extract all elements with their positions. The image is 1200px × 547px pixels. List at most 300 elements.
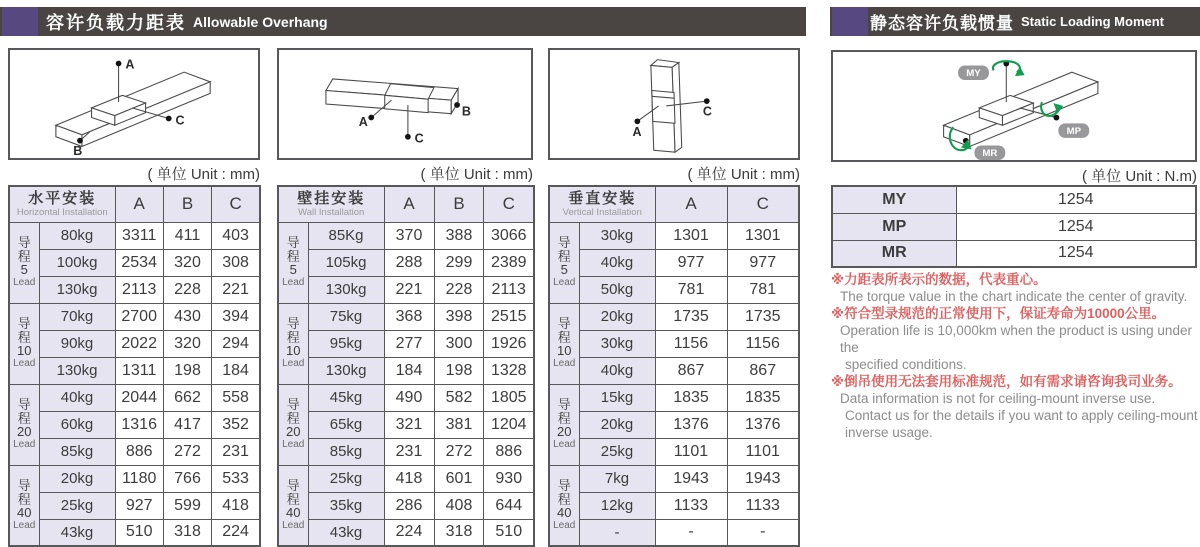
value-cell: 286 [384,492,434,519]
load-cell: 40kg [39,384,115,411]
lead-en: Lead [553,357,576,369]
value-cell: 418 [384,465,434,492]
point-a-dot [368,115,374,121]
section-title [870,7,1164,36]
lead-en: Lead [282,519,305,531]
point-b-dot [77,138,83,144]
table-row [549,222,799,249]
lead-char: 导 [286,478,300,493]
point-b-label: B [73,144,83,158]
moment-label-mr: MR [832,240,956,267]
section-title-zh: 容许负载力距表 [46,12,186,33]
value-cell: 418 [212,492,260,519]
load-cell: 65kg [308,411,384,438]
table-row [549,492,799,519]
table-title-en: Vertical Installation [562,207,642,219]
value-cell: 644 [484,492,534,519]
value-cell: 394 [212,303,260,330]
section-title-zh: 静态容许负载惯量 [870,14,1014,33]
value-cell: 321 [384,411,434,438]
lead-number: 20 [286,424,301,440]
moment-value: 1254 [956,240,1196,267]
value-cell: 184 [212,357,260,384]
value-cell: 1735 [727,303,799,330]
load-cell: 30kg [579,222,655,249]
value-cell: 2389 [484,249,534,276]
value-cell: 662 [163,384,211,411]
value-cell: 2113 [115,276,163,303]
value-cell: 3066 [484,222,534,249]
table-title-zh: 壁挂安装 [297,190,366,208]
value-cell: 977 [655,249,727,276]
lead-char: 导 [17,235,31,251]
lead-number: 20 [557,424,572,440]
table-row [549,330,799,357]
value-cell: 1101 [655,438,727,465]
value-cell: 403 [212,222,260,249]
load-cell: 130kg [308,357,384,384]
unit-label-mm: ( 单位 Unit : mm) [147,166,260,183]
load-cell: 20kg [39,465,115,492]
table-row [549,465,799,492]
load-cell: 70kg [39,303,115,330]
point-c-label: C [414,131,424,146]
load-cell: 25kg [308,465,384,492]
note-line-en: Operation life is 10,000km when the product is using under the [840,323,1192,355]
value-cell: 1180 [115,465,163,492]
table-row [549,411,799,438]
lead-number: 5 [289,262,297,278]
lead-cell [278,465,308,546]
lead-en: Lead [13,438,36,450]
diagram-horizontal-installation [8,48,260,160]
load-cell: 20kg [579,411,655,438]
section-title-en: Static Loading Moment [1021,14,1164,29]
lead-number: 20 [17,424,32,440]
lead-number: 5 [20,262,28,278]
value-cell: 318 [163,519,211,546]
table-row [549,303,799,330]
value-cell: 533 [212,465,260,492]
value-cell: 510 [115,519,163,546]
lead-number: 10 [557,343,572,359]
table-row [9,438,260,465]
value-cell: 299 [434,249,484,276]
column-header-b: B [434,186,484,222]
value-cell: 320 [163,249,211,276]
note-line-en: specified conditions. [845,357,967,372]
load-cell: 90kg [39,330,115,357]
lead-char: 导 [286,316,300,332]
load-cell: 100kg [39,249,115,276]
notes-block [831,271,1200,441]
table-header-row [9,186,260,222]
note-line-en: inverse usage. [845,425,933,440]
load-cell: 40kg [579,249,655,276]
lead-char: 程 [286,329,300,345]
table-row [9,465,260,492]
value-cell: 2113 [484,276,534,303]
lead-cell [278,303,308,384]
value-cell: 1376 [655,411,727,438]
unit-label-mm: ( 单位 Unit : mm) [420,166,533,183]
table-row [9,519,260,546]
value-cell: 977 [727,249,799,276]
value-cell: 599 [163,492,211,519]
value-cell: 1133 [655,492,727,519]
value-cell: 1805 [484,384,534,411]
table-row [278,465,534,492]
lead-en: Lead [553,519,576,531]
lead-char: 程 [17,491,31,507]
load-cell: 35kg [308,492,384,519]
table-row [278,249,534,276]
lead-char: 导 [17,316,31,332]
value-cell: 490 [384,384,434,411]
load-cell: 25kg [39,492,115,519]
diagram-static-loading-moment [831,50,1197,162]
load-cell: 20kg [579,303,655,330]
value-cell: 1735 [655,303,727,330]
value-cell: 1101 [727,438,799,465]
value-cell: 1301 [655,222,727,249]
value-cell: 300 [434,330,484,357]
mp-label: MP [1066,125,1082,137]
value-cell: 1943 [727,465,799,492]
point-c-dot [166,116,172,122]
unit-label-mm: ( 单位 Unit : mm) [687,166,800,183]
lead-en: Lead [553,276,576,288]
point-a-label: A [632,124,642,139]
point-a-dot [634,118,640,124]
lead-cell [278,384,308,465]
value-cell: 320 [163,330,211,357]
table-title-en: Horizontal Installation [16,207,108,219]
purple-accent-square [832,7,868,36]
value-cell: 294 [212,330,260,357]
value-cell: 231 [384,438,434,465]
note-line-zh: ※倒吊使用无法套用标准规范，如有需求请咨询我司业务。 [831,374,1182,389]
value-cell: 886 [484,438,534,465]
table-row [278,357,534,384]
table-title-zh: 垂直安装 [568,190,637,208]
lead-char: 导 [286,235,300,251]
lead-cell [549,384,579,465]
load-table [277,185,535,547]
value-cell: 430 [163,303,211,330]
value-cell: 867 [727,357,799,384]
section-title [46,7,328,36]
moment-row [832,186,1196,213]
lead-en: Lead [13,519,36,531]
lead-char: 程 [557,410,571,426]
load-cell: 85Kg [308,222,384,249]
lead-en: Lead [282,438,305,450]
load-cell: 12kg [579,492,655,519]
value-cell: 558 [212,384,260,411]
lead-en: Lead [13,357,36,369]
lead-char: 导 [557,397,571,413]
value-cell: 930 [484,465,534,492]
table-header-row [278,186,534,222]
table-row [9,222,260,249]
table-row [9,249,260,276]
value-cell: 1156 [655,330,727,357]
point-a-label: A [358,115,368,130]
table-title-cell [549,186,655,222]
table-row [9,330,260,357]
note-line-en: Contact us for the details if you want to apply ceiling-mount [845,408,1198,423]
load-cell: 45kg [308,384,384,411]
lead-number: 40 [557,505,572,520]
vertical-installation-drawing [550,50,798,158]
value-cell: 231 [212,438,260,465]
load-cell: 43kg [39,519,115,546]
load-cell: 85kg [39,438,115,465]
column-header-a: A [655,186,727,222]
value-cell: 3311 [115,222,163,249]
lead-cell [9,384,39,465]
value-cell: 601 [434,465,484,492]
value-cell: 2022 [115,330,163,357]
value-cell: 1376 [727,411,799,438]
table-row [549,519,799,546]
lead-char: 导 [557,235,571,251]
my-label: MY [966,68,981,80]
value-cell: 370 [384,222,434,249]
value-cell: 781 [655,276,727,303]
lead-char: 程 [557,248,571,264]
value-cell: 2534 [115,249,163,276]
load-cell: 80kg [39,222,115,249]
lead-cell [549,303,579,384]
load-cell: 25kg [579,438,655,465]
mr-label: MR [982,148,998,160]
table-row [9,276,260,303]
value-cell: 411 [163,222,211,249]
load-cell: - [579,519,655,546]
section-header-static-loading-moment [830,7,1200,36]
lead-char: 导 [286,397,300,413]
value-cell: 886 [115,438,163,465]
value-cell: 221 [384,276,434,303]
note-line-zh: ※力距表所表示的数据，代表重心。 [831,272,1047,287]
column-header-c: C [212,186,260,222]
point-a-dot [116,61,122,67]
value-cell: 381 [434,411,484,438]
load-cell: 43kg [308,519,384,546]
table-horizontal-installation [8,185,261,547]
column-header-a: A [115,186,163,222]
load-table [548,185,800,547]
load-cell: 130kg [39,276,115,303]
load-cell: 30kg [579,330,655,357]
table-row [278,384,534,411]
point-c-dot [704,98,710,104]
lead-number: 40 [17,505,32,520]
table-row [549,438,799,465]
value-cell: 352 [212,411,260,438]
section-header-allowable-overhang [0,7,806,36]
value-cell: 368 [384,303,434,330]
note-line-en: Data information is not for ceiling-mount inverse use. [840,391,1156,406]
lead-char: 程 [286,491,300,507]
value-cell: 388 [434,222,484,249]
static-loading-moment-drawing [833,52,1195,160]
value-cell: 510 [484,519,534,546]
table-row [278,411,534,438]
table-row [9,411,260,438]
point-b-dot [454,102,460,108]
lead-cell [278,222,308,303]
section-title-en: Allowable Overhang [193,13,328,30]
moment-value: 1254 [956,186,1196,213]
lead-en: Lead [553,438,576,450]
column-header-a: A [384,186,434,222]
value-cell: 288 [384,249,434,276]
point-c-label: C [175,113,185,128]
value-cell: 1311 [115,357,163,384]
lead-cell [9,222,39,303]
value-cell: - [655,519,727,546]
value-cell: 272 [163,438,211,465]
table-header-row [549,186,799,222]
table-row [278,303,534,330]
unit-label-nm: ( 单位 Unit : N.m) [1082,168,1197,185]
value-cell: 1204 [484,411,534,438]
load-cell: 130kg [39,357,115,384]
lead-char: 程 [17,248,31,264]
column-header-c: C [727,186,799,222]
load-cell: 7kg [579,465,655,492]
lead-char: 程 [17,410,31,426]
table-row [278,222,534,249]
value-cell: 228 [434,276,484,303]
lead-number: 10 [17,343,32,359]
horizontal-installation-drawing [10,50,258,158]
load-cell: 105kg [308,249,384,276]
value-cell: 417 [163,411,211,438]
value-cell: 198 [163,357,211,384]
value-cell: 1316 [115,411,163,438]
value-cell: 318 [434,519,484,546]
value-cell: 272 [434,438,484,465]
value-cell: 867 [655,357,727,384]
value-cell: 1328 [484,357,534,384]
value-cell: 398 [434,303,484,330]
lead-cell [549,465,579,546]
load-cell: 15kg [579,384,655,411]
lead-number: 40 [286,505,301,520]
diagram-vertical-installation [548,48,800,160]
moment-label-my: MY [832,186,956,213]
lead-char: 导 [557,316,571,332]
load-cell: 50kg [579,276,655,303]
table-row [9,492,260,519]
table-row [9,303,260,330]
value-cell: 1301 [727,222,799,249]
table-row [278,492,534,519]
table-row [278,276,534,303]
table-row [549,249,799,276]
moment-value: 1254 [956,213,1196,240]
load-cell: 95kg [308,330,384,357]
table-title-cell [9,186,115,222]
value-cell: 308 [212,249,260,276]
table-row [549,357,799,384]
table-title-en: Wall Installation [298,207,365,219]
lead-char: 程 [17,329,31,345]
value-cell: 1943 [655,465,727,492]
value-cell: 198 [434,357,484,384]
lead-char: 程 [286,248,300,264]
table-row [278,519,534,546]
load-cell: 130kg [308,276,384,303]
lead-char: 程 [557,491,571,507]
value-cell: 1926 [484,330,534,357]
value-cell: 927 [115,492,163,519]
diagram-wall-installation [277,48,533,160]
value-cell: 582 [434,384,484,411]
point-c-dot [405,134,411,140]
note-line-zh: ※符合型录规范的正常使用下，保证寿命为10000公里。 [831,306,1166,321]
table-row [549,276,799,303]
table-vertical-installation [548,185,800,547]
load-cell: 85kg [308,438,384,465]
value-cell: 228 [163,276,211,303]
value-cell: 224 [384,519,434,546]
point-a-label: A [125,57,135,72]
lead-cell [9,465,39,546]
value-cell: 781 [727,276,799,303]
lead-en: Lead [13,276,36,288]
moment-row [832,213,1196,240]
value-cell: 184 [384,357,434,384]
purple-accent-square [2,7,38,36]
column-header-c: C [484,186,534,222]
value-cell: 1156 [727,330,799,357]
value-cell: 408 [434,492,484,519]
table-wall-installation [277,185,535,547]
wall-installation-drawing [279,50,531,158]
value-cell: 1133 [727,492,799,519]
lead-number: 5 [560,262,568,278]
lead-en: Lead [282,276,305,288]
load-cell: 60kg [39,411,115,438]
lead-cell [549,222,579,303]
table-row [9,384,260,411]
lead-char: 导 [17,397,31,413]
value-cell: 1835 [655,384,727,411]
value-cell: 766 [163,465,211,492]
point-c-label: C [702,104,712,119]
table-row [278,438,534,465]
value-cell: 277 [384,330,434,357]
column-header-b: B [163,186,211,222]
point-b-label: B [461,104,471,119]
table-title-cell [278,186,384,222]
lead-char: 程 [286,410,300,426]
value-cell: - [727,519,799,546]
load-cell: 40kg [579,357,655,384]
lead-char: 程 [557,329,571,345]
moment-row [832,240,1196,267]
lead-char: 导 [557,478,571,493]
load-cell: 75kg [308,303,384,330]
load-table [8,185,261,547]
value-cell: 221 [212,276,260,303]
lead-number: 10 [286,343,301,359]
